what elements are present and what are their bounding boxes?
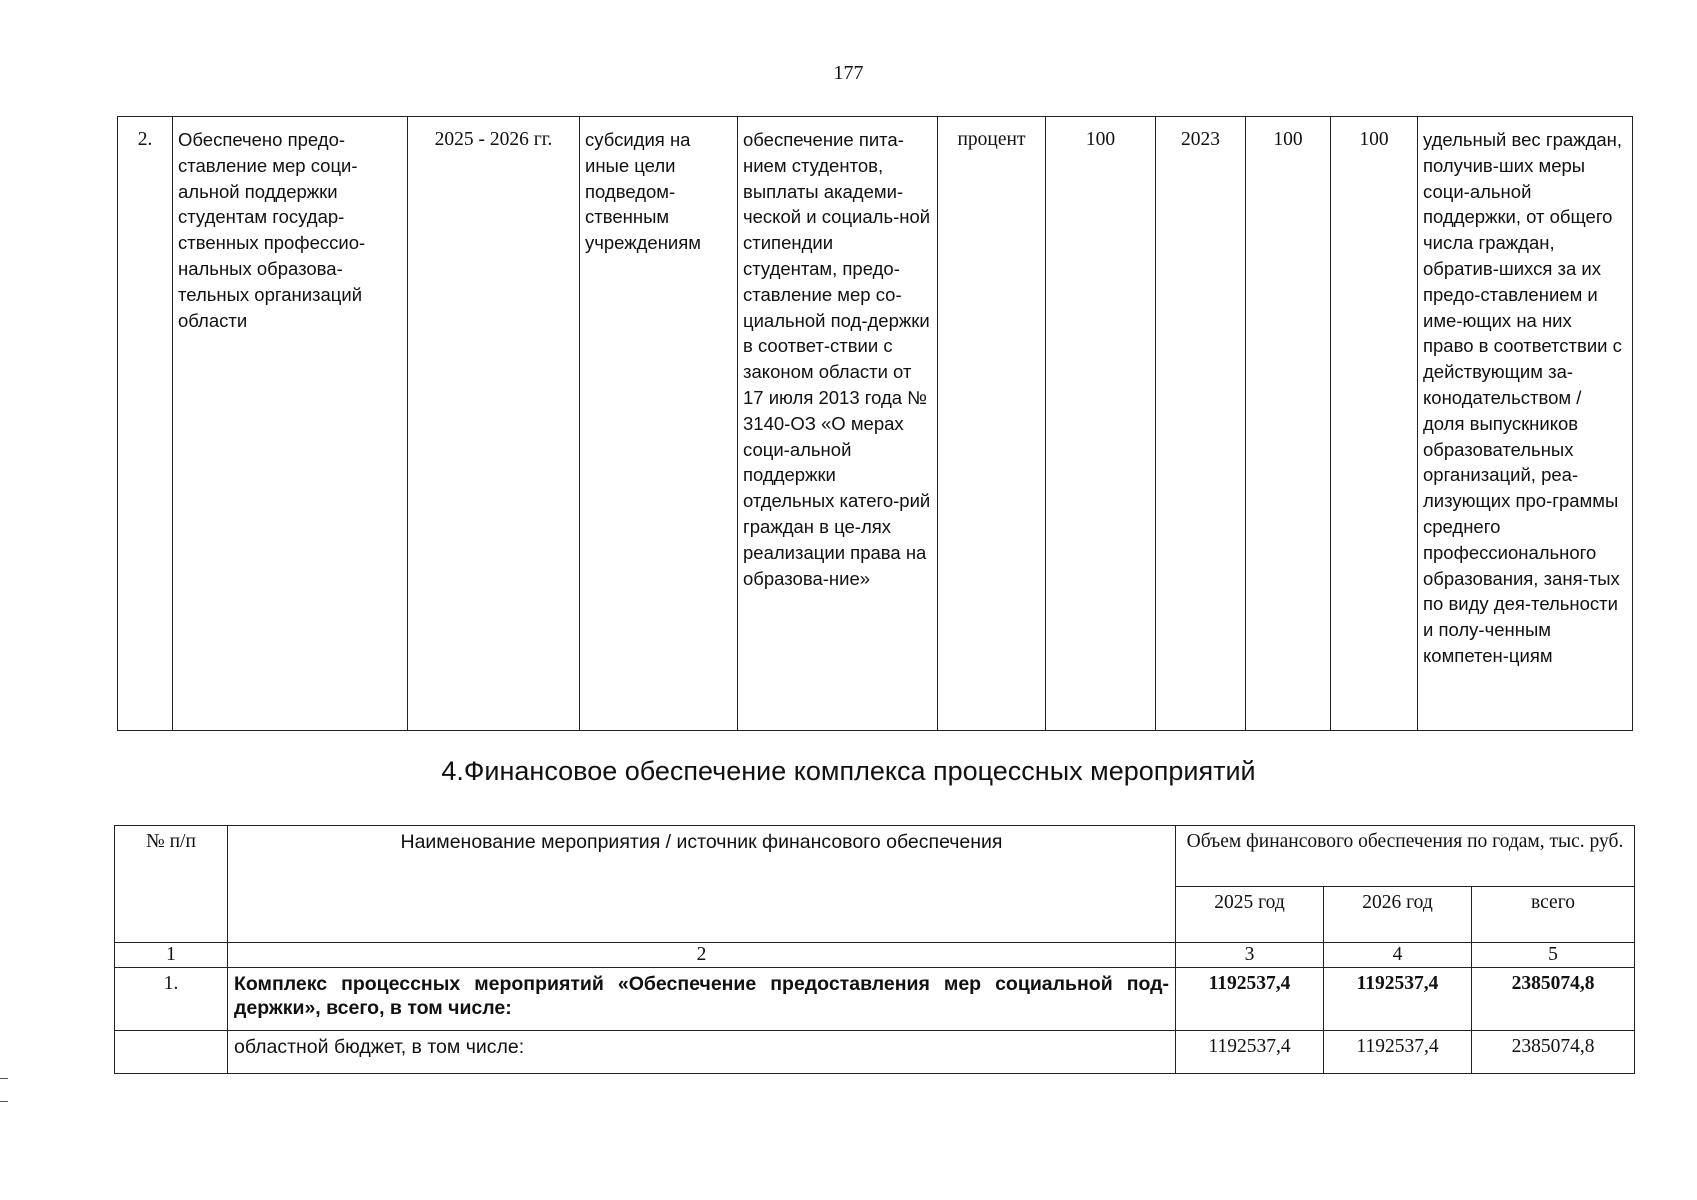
amount-2025: 1192537,4 bbox=[1176, 968, 1324, 1031]
column-number: 2 bbox=[228, 943, 1176, 968]
base-value-cell: 100 bbox=[1046, 117, 1156, 731]
period-cell: 2025 - 2026 гг. bbox=[408, 117, 580, 731]
amount-2026: 1192537,4 bbox=[1324, 968, 1472, 1031]
row-number bbox=[115, 1031, 228, 1074]
header-2025: 2025 год bbox=[1176, 887, 1324, 943]
header-total: всего bbox=[1472, 887, 1635, 943]
column-number-row bbox=[115, 943, 1635, 968]
margin-mark bbox=[0, 1078, 8, 1102]
table-row bbox=[115, 1031, 1635, 1074]
description-cell: обеспечение пита-нием студентов, выплаты академи-ческой и социаль-ной стипендии студентам, предо-ставление мер со-циальной под-держки в соответ-ствии с законом области от 17 июля 2013 года № 3140-ОЗ «О мерах соци-альной поддержки отдельных катего-рий граждан в це-лях реализации права на образова-ние» bbox=[738, 117, 938, 731]
amount-total: 2385074,8 bbox=[1472, 968, 1635, 1031]
table-row bbox=[115, 968, 1635, 1031]
header-volume: Объем финансового обеспечения по годам, тыс. руб. bbox=[1176, 826, 1635, 887]
amount-2026: 1192537,4 bbox=[1324, 1031, 1472, 1074]
measure-name: Комплекс процессных мероприятий «Обеспечение предоставления мер социальной под-держки», всего, в том числе: bbox=[228, 968, 1176, 1031]
column-number: 4 bbox=[1324, 943, 1472, 968]
base-year-cell: 2023 bbox=[1156, 117, 1246, 731]
row-number: 2. bbox=[118, 117, 173, 731]
section-title: 4.Финансовое обеспечение комплекса процессных мероприятий bbox=[441, 756, 1256, 786]
measures-table bbox=[117, 116, 1633, 731]
indicator-cell: удельный вес граждан, получив-ших меры соци-альной поддержки, от общего числа граждан, обратив-шихся за их предо-ставлением и име-ющих на них право в соответствии с действующим за-конодательством / доля выпускников образовательных организаций, реа-лизующих про-граммы среднего профессионального образования, заня-тых по виду дея-тельности и полу-ченным компетен-циям bbox=[1418, 117, 1633, 731]
column-number: 5 bbox=[1472, 943, 1635, 968]
header-name: Наименование мероприятия / источник финансового обеспечения bbox=[228, 826, 1176, 943]
measure-type-cell: субсидия на иные цели подведом-ственным учреждениям bbox=[580, 117, 738, 731]
column-number: 1 bbox=[115, 943, 228, 968]
page-number: 177 bbox=[833, 62, 864, 84]
value-2026-cell: 100 bbox=[1331, 117, 1418, 731]
value-2025-cell: 100 bbox=[1246, 117, 1331, 731]
finance-header-row bbox=[115, 826, 1635, 887]
header-2026: 2026 год bbox=[1324, 887, 1472, 943]
table-row bbox=[118, 117, 1633, 731]
amount-2025: 1192537,4 bbox=[1176, 1031, 1324, 1074]
task-result-cell: Обеспечено предо-ставление мер соци-альной поддержки студентам государ-ственных профессио-нальных образова-тельных организаций области bbox=[173, 117, 408, 731]
amount-total: 2385074,8 bbox=[1472, 1031, 1635, 1074]
header-num: № п/п bbox=[115, 826, 228, 943]
column-number: 3 bbox=[1176, 943, 1324, 968]
row-number: 1. bbox=[115, 968, 228, 1031]
finance-table bbox=[114, 825, 1635, 1074]
source-name: областной бюджет, в том числе: bbox=[228, 1031, 1176, 1074]
unit-cell: процент bbox=[938, 117, 1046, 731]
